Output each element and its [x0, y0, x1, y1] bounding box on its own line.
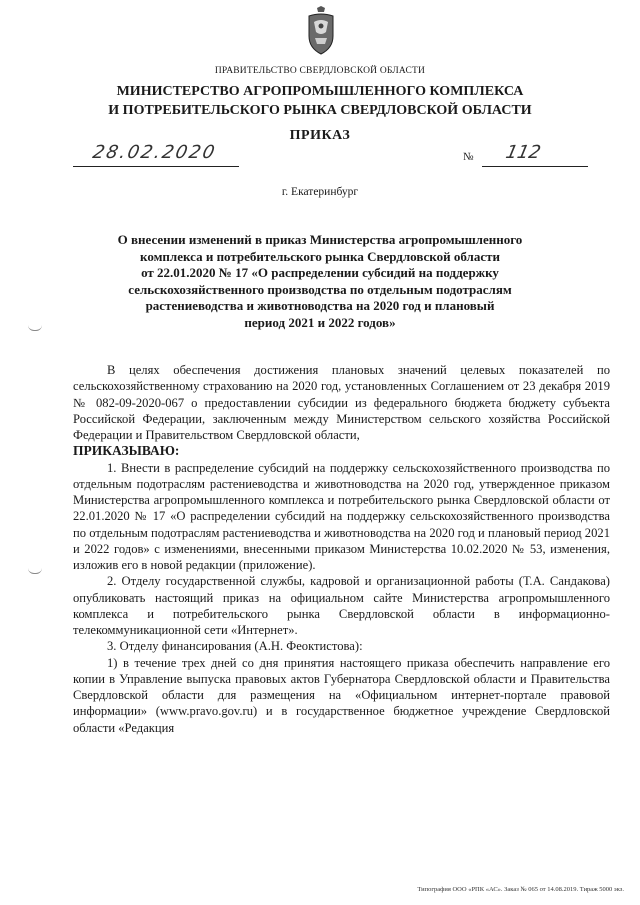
ministry-name: [0, 82, 640, 120]
margin-mark: [28, 325, 42, 331]
item-3-paragraph: 3. Отделу финансирования (А.Н. Феоктистова):: [107, 639, 363, 654]
ministry-line-2: И ПОТРЕБИТЕЛЬСКОГО РЫНКА СВЕРДЛОВСКОЙ ОБЛАСТИ: [108, 103, 532, 118]
order-number-label: №: [463, 151, 474, 163]
subject-line-1: О внесении изменений в приказ Министерства агропромышленного: [117, 232, 523, 247]
government-name: ПРАВИТЕЛЬСТВО СВЕРДЛОВСКОЙ ОБЛАСТИ: [214, 66, 426, 76]
order-number-handwritten: 112: [503, 142, 543, 163]
ministry-line-1: МИНИСТЕРСТВО АГРОПРОМЫШЛЕННОГО КОМПЛЕКСА: [116, 84, 524, 99]
subject-line-2: комплекса и потребительского рынка Свердловской области: [140, 248, 500, 264]
item-3-1-paragraph: 1) в течение трех дней со дня принятия настоящего приказа обеспечить направление его копии в Управление выпуска правовых актов Губернатора Свердловской области и Правительства Свердловской области для размещения на «Официальном интернет-портале правовой информации» (www.pravo.gov.ru) и в государственное бюджетное учреждение Свердловской области «Редакция: [73, 655, 610, 735]
intro-paragraph: В целях обеспечения достижения плановых значений целевых показателей по сельскохозяйственному страхованию на 2020 год, установленных Соглашением от 23 декабря 2019 № 082-09-2020-067 о предоставлении субсидии из федерального бюджета бюджету субъекта Российской Федерации, заключенным между Министерством сельского хозяйства Российской Федерации и Правительством Свердловской области,: [73, 363, 610, 442]
order-title: ПРИКАЗ: [289, 128, 351, 143]
item-2-paragraph: 2. Отделу государственной службы, кадровой и организационной работы (Т.А. Сандакова) опубликовать настоящий приказ на официальном сайте Министерства агропромышленного комплекса и потребительского рынка Свердловской области в информационно-телекоммуникационной сети «Интернет».: [73, 574, 610, 637]
city-line: г. Екатеринбург: [281, 186, 359, 198]
order-number-field: [482, 142, 588, 167]
print-info-footer: Типография ООО «РПК «АС». Заказ № 065 от 14.08.2019. Тираж 5000 экз.: [417, 886, 624, 893]
order-subject: [95, 232, 545, 332]
coat-of-arms-icon: [305, 6, 337, 56]
subject-line-3: от 22.01.2020 № 17 «О распределении субсидий на поддержку: [141, 265, 499, 281]
order-date-field: [73, 142, 239, 167]
subject-line-4: сельскохозяйственного производства по отдельным подотраслям: [128, 281, 512, 297]
prikazyvayu-heading: ПРИКАЗЫВАЮ:: [73, 443, 180, 459]
subject-line-5: растениеводства и животноводства на 2020 год и плановый: [145, 298, 495, 314]
subject-line-6: период 2021 и 2022 годов»: [244, 314, 396, 330]
margin-mark: [28, 568, 42, 574]
item-1-paragraph: 1. Внести в распределение субсидий на поддержку сельскохозяйственного производства по отдельным подотраслям растениеводства и животноводства на 2020 год, утвержденное приказом Министерства агропромышленного комплекса и потребительского рынка Свердловской области от 22.01.2020 № 17 «О распределении субсидий на поддержку сельскохозяйственного производства по отдельным подотраслям растениеводства и животноводства на 2020 год и плановый период 2021 и 2022 годов» с изменениями, внесенными приказом Министерства 10.02.2020 № 53, изменения, изложив его в новой редакции (приложение).: [73, 460, 610, 572]
order-body: [73, 362, 610, 736]
order-date-handwritten: 28.02.2020: [90, 142, 219, 163]
